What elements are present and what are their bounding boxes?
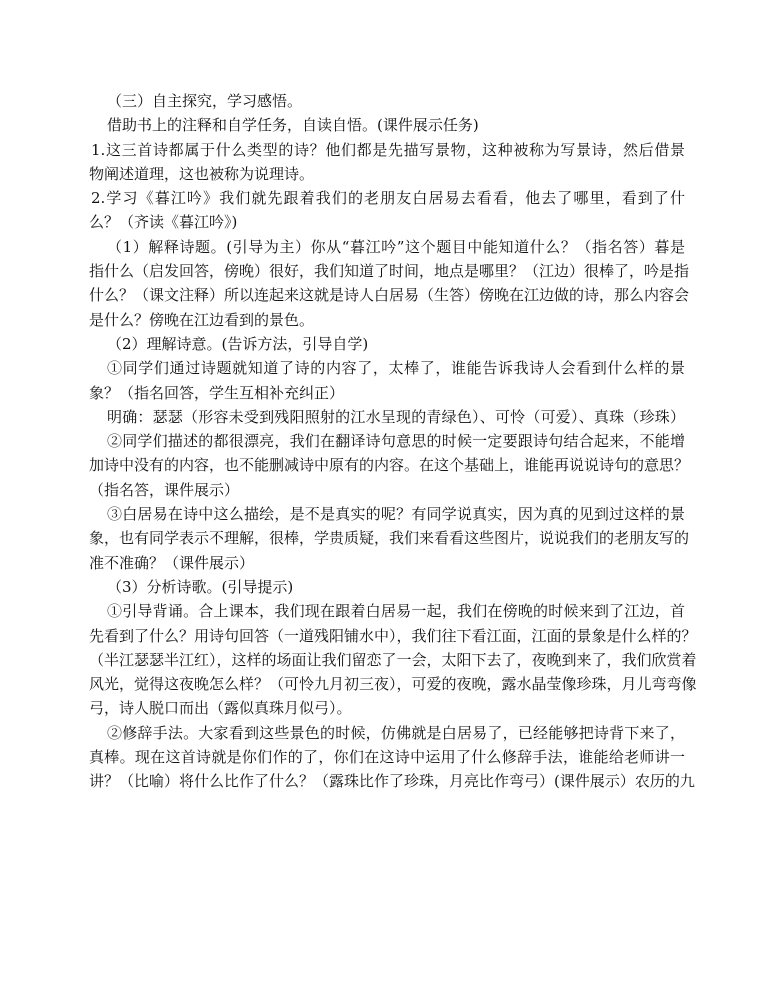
paragraph-line: ①同学们通过诗题就知道了诗的内容了，太棒了，谁能告诉我诗人会看到什么样的景 — [107, 359, 685, 378]
paragraph-line: 准不准确？（课件展示） — [89, 553, 255, 572]
paragraph-line: 指什么（启发回答，傍晚）很好，我们知道了时间，地点是哪里？（江边）很棒了，吟是指 — [89, 262, 690, 281]
paragraph-line: 么？（齐读《暮江吟》) — [89, 213, 238, 232]
paragraph-line: 弓，诗人脱口而出（露似真珠月似弓）。 — [89, 699, 352, 718]
paragraph-line: 1.这三首诗都属于什么类型的诗？他们都是先描写景物，这种被称为写景诗，然后借景 — [91, 140, 685, 159]
section-heading-3: （三）自主探究，学习感悟。 — [107, 92, 303, 110]
paragraph-line: 什么？（课文注释）所以连起来这就是诗人白居易（生答）傍晚在江边做的诗，那么内容会 — [89, 286, 690, 305]
paragraph-line: 是什么？傍晚在江边看到的景色。 — [89, 310, 315, 329]
paragraph-line: 明确：瑟瑟（形容未受到残阳照射的江水呈现的青绿色）、可怜（可爱）、真珠（珍珠） — [107, 407, 685, 426]
paragraph-line: ②同学们描述的都很漂亮，我们在翻译诗句意思的时候一定要跟诗句结合起来，不能增 — [107, 432, 685, 451]
subheading-1: （1）解释诗题。(引导为主）你从“暮江吟”这个题目中能知道什么？（指名答）暮是 — [107, 237, 685, 256]
paragraph-line: 真棒。现在这首诗就是你们作的了，你们在这诗中运用了什么修辞手法，谁能给老师讲一 — [89, 748, 685, 767]
paragraph-line: 象，也有同学表示不理解，很棒，学贵质疑，我们来看看这些图片，说说我们的老朋友写的 — [89, 529, 690, 548]
paragraph-line: 借助书上的注释和自学任务，自读自悟。(课件展示任务) — [107, 116, 479, 135]
paragraph-line: 先看到了什么？用诗句回答（一道残阳铺水中），我们往下看江面，江面的景象是什么样的？ — [89, 626, 697, 645]
paragraph-line: 象？（指名回答，学生互相补充纠正） — [89, 383, 345, 402]
document-page — [89, 89, 697, 794]
paragraph-line: ②修辞手法。大家看到这些景色的时候，仿佛就是白居易了，已经能够把诗背下来了， — [107, 723, 685, 742]
paragraph-line: 物阐述道理，这也被称为说理诗。 — [89, 164, 315, 183]
paragraph-line: ③白居易在诗中这么描绘，是不是真实的呢？有同学说真实，因为真的见到过这样的景 — [107, 505, 685, 524]
subheading-2: （2）理解诗意。(告诉方法，引导自学) — [107, 334, 369, 353]
paragraph-line: 讲？（比喻）将什么比作了什么？（露珠比作了珍珠，月亮比作弯弓）(课件展示）农历的九 — [89, 772, 695, 791]
paragraph-line: 加诗中没有的内容，也不能删减诗中原有的内容。在这个基础上，谁能再说说诗句的意思？ — [89, 456, 690, 475]
paragraph-line: 风光，觉得这夜晚怎么样？（可怜九月初三夜），可爱的夜晚，露水晶莹像珍珠，月儿弯弯像 — [89, 675, 697, 694]
paragraph-line: （半江瑟瑟半江红），这样的场面让我们留恋了一会，太阳下去了，夜晚到来了，我们欣赏着 — [89, 650, 697, 669]
paragraph-line: ①引导背诵。合上课本，我们现在跟着白居易一起，我们在傍晚的时候来到了江边，首 — [107, 602, 685, 621]
subheading-3: （3）分析诗歌。(引导提示) — [107, 577, 294, 596]
paragraph-line: （指名答，课件展示） — [89, 480, 240, 499]
paragraph-line: 2.学习《暮江吟》我们就先跟着我们的老朋友白居易去看看，他去了哪里，看到了什 — [91, 189, 685, 208]
